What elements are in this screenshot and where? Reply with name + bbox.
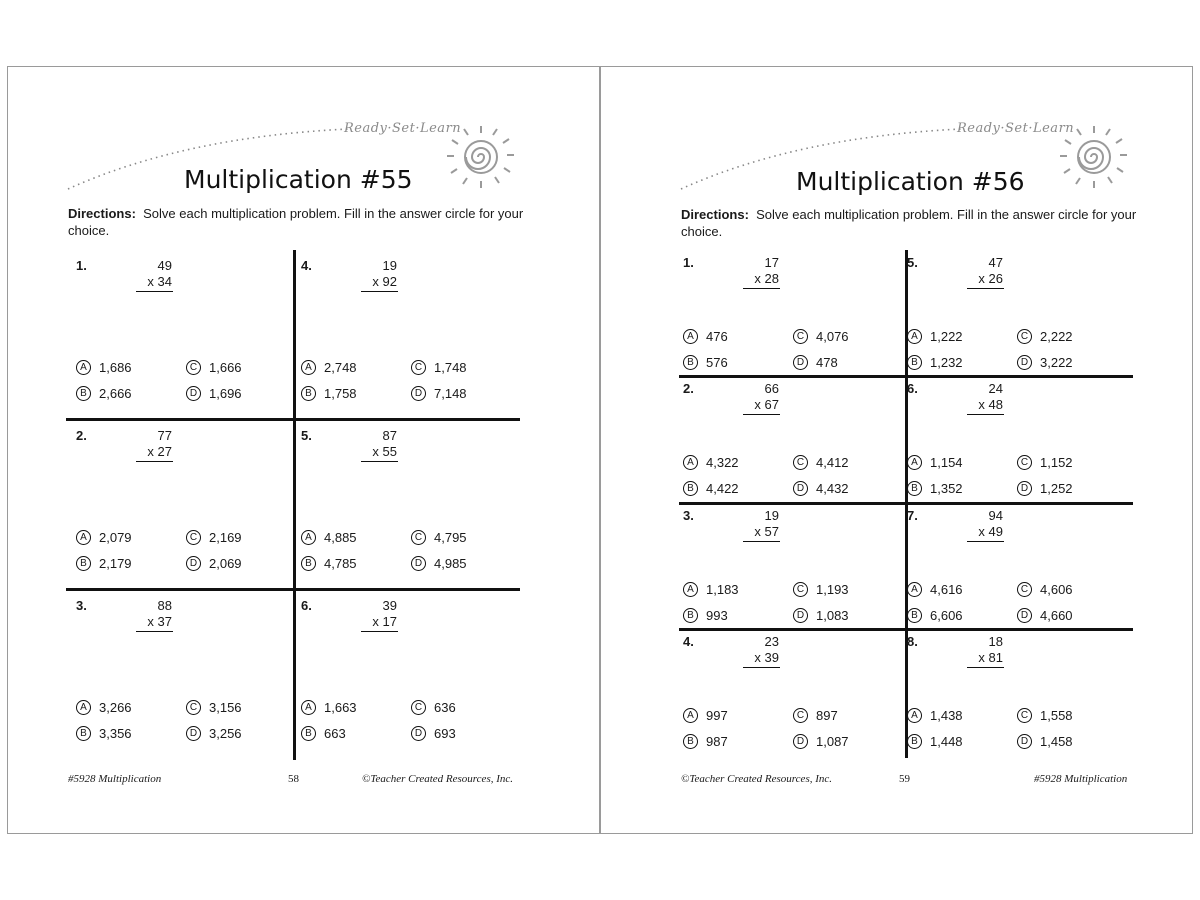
answer-choice-b[interactable] — [301, 556, 357, 571]
answer-circle[interactable]: B — [683, 481, 698, 496]
answer-value: 4,606 — [1040, 582, 1073, 597]
grid-horizontal-divider — [679, 375, 1133, 378]
problem-underline — [743, 667, 780, 668]
answer-choice-c[interactable] — [793, 455, 849, 470]
answer-choice-a[interactable] — [301, 700, 357, 715]
answer-choice-d[interactable] — [186, 556, 242, 571]
answer-circle[interactable]: B — [907, 355, 922, 370]
answer-circle[interactable]: D — [411, 556, 426, 571]
answer-choice-c[interactable] — [411, 700, 456, 715]
multiplicand: 39 — [382, 598, 397, 613]
answer-circle[interactable]: C — [186, 360, 201, 375]
answer-value: 1,438 — [930, 708, 963, 723]
answer-choice-a[interactable] — [76, 700, 132, 715]
answer-circle[interactable]: C — [1017, 708, 1032, 723]
answer-value: 1,154 — [930, 455, 963, 470]
answer-circle[interactable]: A — [907, 329, 922, 344]
brand-logo-text: Ready·Set·Learn — [957, 121, 1075, 136]
multiplicand: 23 — [764, 634, 779, 649]
answer-circle[interactable]: C — [186, 700, 201, 715]
answer-choice-b[interactable] — [76, 386, 132, 401]
multiplier: x 67 — [754, 397, 779, 412]
answer-circle[interactable]: D — [1017, 608, 1032, 623]
problem-number: 4. — [301, 258, 312, 273]
problem-underline — [743, 414, 780, 415]
answer-value: 4,885 — [324, 530, 357, 545]
answer-value: 897 — [816, 708, 838, 723]
answer-circle[interactable]: B — [683, 734, 698, 749]
answer-value: 1,087 — [816, 734, 849, 749]
problem-number: 2. — [76, 428, 87, 443]
problem-underline — [743, 288, 780, 289]
answer-circle[interactable]: B — [301, 726, 316, 741]
problem-number: 2. — [683, 381, 694, 396]
grid-vertical-divider — [293, 250, 296, 760]
answer-value: 4,616 — [930, 582, 963, 597]
answer-value: 2,666 — [99, 386, 132, 401]
problem-underline — [361, 461, 398, 462]
answer-choice-a[interactable] — [76, 530, 132, 545]
answer-choice-a[interactable] — [907, 455, 963, 470]
multiplicand: 88 — [157, 598, 172, 613]
directions-text: Solve each multiplication problem. Fill in the answer circle for your choice. — [681, 207, 1137, 239]
multiplier: x 92 — [372, 274, 397, 289]
answer-choice-b[interactable] — [76, 726, 132, 741]
problem-number: 6. — [907, 381, 918, 396]
sun-swirl-icon — [1056, 123, 1136, 195]
answer-circle[interactable]: B — [907, 608, 922, 623]
answer-value: 4,432 — [816, 481, 849, 496]
answer-value: 1,252 — [1040, 481, 1073, 496]
answer-value: 4,412 — [816, 455, 849, 470]
answer-choice-b[interactable] — [907, 355, 963, 370]
answer-circle[interactable]: C — [186, 530, 201, 545]
answer-value: 1,352 — [930, 481, 963, 496]
brand-logo-text: Ready·Set·Learn — [344, 121, 462, 136]
problem-number: 3. — [76, 598, 87, 613]
answer-choice-a[interactable] — [683, 329, 728, 344]
answer-value: 6,606 — [930, 608, 963, 623]
answer-choice-a[interactable] — [301, 530, 357, 545]
answer-circle[interactable]: D — [1017, 734, 1032, 749]
problem-underline — [136, 461, 173, 462]
answer-choice-b[interactable] — [683, 608, 728, 623]
answer-value: 1,686 — [99, 360, 132, 375]
problem-number: 1. — [683, 255, 694, 270]
answer-circle[interactable]: A — [683, 708, 698, 723]
answer-circle[interactable]: D — [793, 355, 808, 370]
answer-value: 2,069 — [209, 556, 242, 571]
answer-value: 4,076 — [816, 329, 849, 344]
answer-value: 4,660 — [1040, 608, 1073, 623]
answer-value: 7,148 — [434, 386, 467, 401]
footer-book-title: #5928 Multiplication — [68, 773, 162, 785]
answer-choice-d[interactable] — [1017, 734, 1073, 749]
answer-circle[interactable]: D — [411, 726, 426, 741]
answer-choice-c[interactable] — [186, 700, 242, 715]
multiplicand: 18 — [988, 634, 1003, 649]
multiplier: x 37 — [147, 614, 172, 629]
answer-choice-b[interactable] — [683, 481, 739, 496]
grid-horizontal-divider — [679, 502, 1133, 505]
answer-circle[interactable]: A — [301, 360, 316, 375]
answer-choice-b[interactable] — [907, 608, 963, 623]
answer-value: 1,558 — [1040, 708, 1073, 723]
answer-choice-a[interactable] — [76, 360, 132, 375]
answer-circle[interactable]: A — [683, 455, 698, 470]
worksheet-page-right — [600, 66, 1193, 834]
answer-circle[interactable]: B — [76, 726, 91, 741]
answer-choice-c[interactable] — [411, 530, 467, 545]
multiplier: x 17 — [372, 614, 397, 629]
page-title: Multiplication #56 — [796, 167, 1025, 196]
problem-number: 1. — [76, 258, 87, 273]
answer-value: 3,222 — [1040, 355, 1073, 370]
answer-choice-d[interactable] — [411, 556, 467, 571]
answer-value: 2,222 — [1040, 329, 1073, 344]
answer-value: 1,666 — [209, 360, 242, 375]
problem-underline — [136, 291, 173, 292]
answer-choice-a[interactable] — [907, 582, 963, 597]
answer-value: 4,985 — [434, 556, 467, 571]
problem-number: 8. — [907, 634, 918, 649]
answer-choice-c[interactable] — [1017, 455, 1073, 470]
answer-circle[interactable]: D — [186, 726, 201, 741]
answer-circle[interactable]: D — [793, 608, 808, 623]
multiplier: x 39 — [754, 650, 779, 665]
answer-circle[interactable]: D — [793, 734, 808, 749]
answer-value: 2,179 — [99, 556, 132, 571]
answer-circle[interactable]: A — [907, 455, 922, 470]
answer-circle[interactable]: C — [793, 329, 808, 344]
multiplier: x 55 — [372, 444, 397, 459]
multiplicand: 77 — [157, 428, 172, 443]
multiplier: x 26 — [978, 271, 1003, 286]
answer-value: 4,422 — [706, 481, 739, 496]
answer-value: 1,748 — [434, 360, 467, 375]
answer-circle[interactable]: B — [301, 556, 316, 571]
footer-publisher: ©Teacher Created Resources, Inc. — [362, 773, 514, 785]
answer-choice-c[interactable] — [1017, 582, 1073, 597]
answer-circle[interactable]: C — [411, 360, 426, 375]
answer-circle[interactable]: D — [186, 386, 201, 401]
answer-choice-b[interactable] — [907, 734, 963, 749]
footer-page-number: 59 — [899, 773, 910, 785]
answer-choice-d[interactable] — [793, 608, 849, 623]
answer-circle[interactable]: C — [1017, 329, 1032, 344]
answer-circle[interactable]: D — [793, 481, 808, 496]
footer-book-title: #5928 Multiplication — [1034, 773, 1128, 785]
answer-choice-d[interactable] — [186, 726, 242, 741]
answer-value: 993 — [706, 608, 728, 623]
multiplicand: 66 — [764, 381, 779, 396]
grid-horizontal-divider — [66, 588, 520, 591]
answer-value: 1,222 — [930, 329, 963, 344]
answer-choice-c[interactable] — [186, 530, 242, 545]
answer-circle[interactable]: B — [683, 608, 698, 623]
multiplicand: 94 — [988, 508, 1003, 523]
problem-number: 3. — [683, 508, 694, 523]
footer-publisher: ©Teacher Created Resources, Inc. — [681, 773, 833, 785]
multiplicand: 19 — [382, 258, 397, 273]
answer-value: 4,795 — [434, 530, 467, 545]
answer-circle[interactable]: A — [683, 582, 698, 597]
answer-choice-c[interactable] — [186, 360, 242, 375]
directions-text: Solve each multiplication problem. Fill in the answer circle for your choice. — [68, 206, 524, 238]
answer-value: 3,356 — [99, 726, 132, 741]
answer-value: 1,183 — [706, 582, 739, 597]
answer-value: 2,079 — [99, 530, 132, 545]
answer-value: 636 — [434, 700, 456, 715]
problem-underline — [361, 631, 398, 632]
answer-choice-d[interactable] — [793, 355, 838, 370]
answer-value: 4,785 — [324, 556, 357, 571]
multiplier: x 57 — [754, 524, 779, 539]
grid-horizontal-divider — [679, 628, 1133, 631]
answer-circle[interactable]: C — [793, 708, 808, 723]
problem-number: 5. — [907, 255, 918, 270]
multiplier: x 27 — [147, 444, 172, 459]
answer-circle[interactable]: D — [1017, 355, 1032, 370]
answer-choice-b[interactable] — [907, 481, 963, 496]
answer-value: 2,748 — [324, 360, 357, 375]
answer-choice-d[interactable] — [793, 481, 849, 496]
answer-circle[interactable]: C — [411, 700, 426, 715]
answer-value: 693 — [434, 726, 456, 741]
answer-choice-d[interactable] — [411, 726, 456, 741]
problem-number: 7. — [907, 508, 918, 523]
answer-choice-a[interactable] — [907, 329, 963, 344]
answer-circle[interactable]: B — [76, 386, 91, 401]
answer-circle[interactable]: B — [76, 556, 91, 571]
answer-choice-d[interactable] — [793, 734, 849, 749]
answer-value: 1,193 — [816, 582, 849, 597]
answer-choice-d[interactable] — [1017, 481, 1073, 496]
multiplier: x 34 — [147, 274, 172, 289]
answer-value: 3,266 — [99, 700, 132, 715]
answer-choice-c[interactable] — [411, 360, 467, 375]
multiplier: x 49 — [978, 524, 1003, 539]
answer-choice-d[interactable] — [411, 386, 467, 401]
problem-underline — [967, 541, 1004, 542]
directions — [681, 206, 1151, 240]
answer-circle[interactable]: B — [301, 386, 316, 401]
problem-number: 6. — [301, 598, 312, 613]
problem-underline — [361, 291, 398, 292]
answer-choice-c[interactable] — [793, 582, 849, 597]
answer-circle[interactable]: A — [76, 360, 91, 375]
answer-circle[interactable]: C — [1017, 455, 1032, 470]
directions-label: Directions: — [68, 206, 136, 221]
answer-value: 1,083 — [816, 608, 849, 623]
answer-value: 987 — [706, 734, 728, 749]
answer-circle[interactable]: A — [907, 582, 922, 597]
answer-circle[interactable]: C — [793, 582, 808, 597]
answer-choice-c[interactable] — [1017, 708, 1073, 723]
answer-value: 1,696 — [209, 386, 242, 401]
answer-choice-d[interactable] — [186, 386, 242, 401]
answer-choice-c[interactable] — [793, 708, 838, 723]
answer-value: 4,322 — [706, 455, 739, 470]
problem-underline — [136, 631, 173, 632]
answer-circle[interactable]: A — [301, 700, 316, 715]
answer-circle[interactable]: C — [793, 455, 808, 470]
problem-underline — [967, 667, 1004, 668]
answer-circle[interactable]: B — [907, 481, 922, 496]
multiplicand: 49 — [157, 258, 172, 273]
answer-value: 3,256 — [209, 726, 242, 741]
answer-choice-b[interactable] — [301, 386, 357, 401]
answer-value: 1,152 — [1040, 455, 1073, 470]
answer-circle[interactable]: D — [1017, 481, 1032, 496]
problem-underline — [967, 414, 1004, 415]
answer-value: 1,758 — [324, 386, 357, 401]
problem-number: 5. — [301, 428, 312, 443]
multiplier: x 48 — [978, 397, 1003, 412]
answer-value: 2,169 — [209, 530, 242, 545]
answer-circle[interactable]: C — [1017, 582, 1032, 597]
page-title: Multiplication #55 — [184, 165, 413, 194]
answer-value: 1,663 — [324, 700, 357, 715]
answer-circle[interactable]: C — [411, 530, 426, 545]
grid-horizontal-divider — [66, 418, 520, 421]
answer-circle[interactable]: B — [683, 355, 698, 370]
answer-choice-b[interactable] — [683, 355, 728, 370]
multiplicand: 17 — [764, 255, 779, 270]
sun-swirl-icon — [443, 123, 523, 195]
answer-circle[interactable]: A — [683, 329, 698, 344]
footer-page-number: 58 — [288, 773, 299, 785]
answer-value: 663 — [324, 726, 346, 741]
multiplicand: 47 — [988, 255, 1003, 270]
problem-number: 4. — [683, 634, 694, 649]
problem-underline — [743, 541, 780, 542]
multiplier: x 28 — [754, 271, 779, 286]
answer-circle[interactable]: A — [76, 700, 91, 715]
answer-choice-b[interactable] — [76, 556, 132, 571]
answer-choice-a[interactable] — [301, 360, 357, 375]
answer-choice-a[interactable] — [683, 582, 739, 597]
answer-choice-b[interactable] — [683, 734, 728, 749]
answer-value: 476 — [706, 329, 728, 344]
answer-choice-d[interactable] — [1017, 355, 1073, 370]
directions-label: Directions: — [681, 207, 749, 222]
answer-circle[interactable]: A — [907, 708, 922, 723]
answer-choice-a[interactable] — [907, 708, 963, 723]
answer-value: 1,232 — [930, 355, 963, 370]
multiplicand: 87 — [382, 428, 397, 443]
problem-underline — [967, 288, 1004, 289]
answer-choice-a[interactable] — [683, 455, 739, 470]
multiplier: x 81 — [978, 650, 1003, 665]
answer-value: 576 — [706, 355, 728, 370]
answer-circle[interactable]: D — [411, 386, 426, 401]
directions — [68, 205, 538, 239]
answer-choice-b[interactable] — [301, 726, 346, 741]
answer-value: 478 — [816, 355, 838, 370]
answer-circle[interactable]: B — [907, 734, 922, 749]
answer-choice-a[interactable] — [683, 708, 728, 723]
answer-value: 3,156 — [209, 700, 242, 715]
answer-circle[interactable]: A — [301, 530, 316, 545]
answer-value: 1,448 — [930, 734, 963, 749]
answer-circle[interactable]: D — [186, 556, 201, 571]
answer-choice-c[interactable] — [793, 329, 849, 344]
answer-value: 1,458 — [1040, 734, 1073, 749]
answer-circle[interactable]: A — [76, 530, 91, 545]
worksheet-page-left — [7, 66, 600, 834]
answer-value: 997 — [706, 708, 728, 723]
answer-choice-d[interactable] — [1017, 608, 1073, 623]
answer-choice-c[interactable] — [1017, 329, 1073, 344]
multiplicand: 24 — [988, 381, 1003, 396]
multiplicand: 19 — [764, 508, 779, 523]
